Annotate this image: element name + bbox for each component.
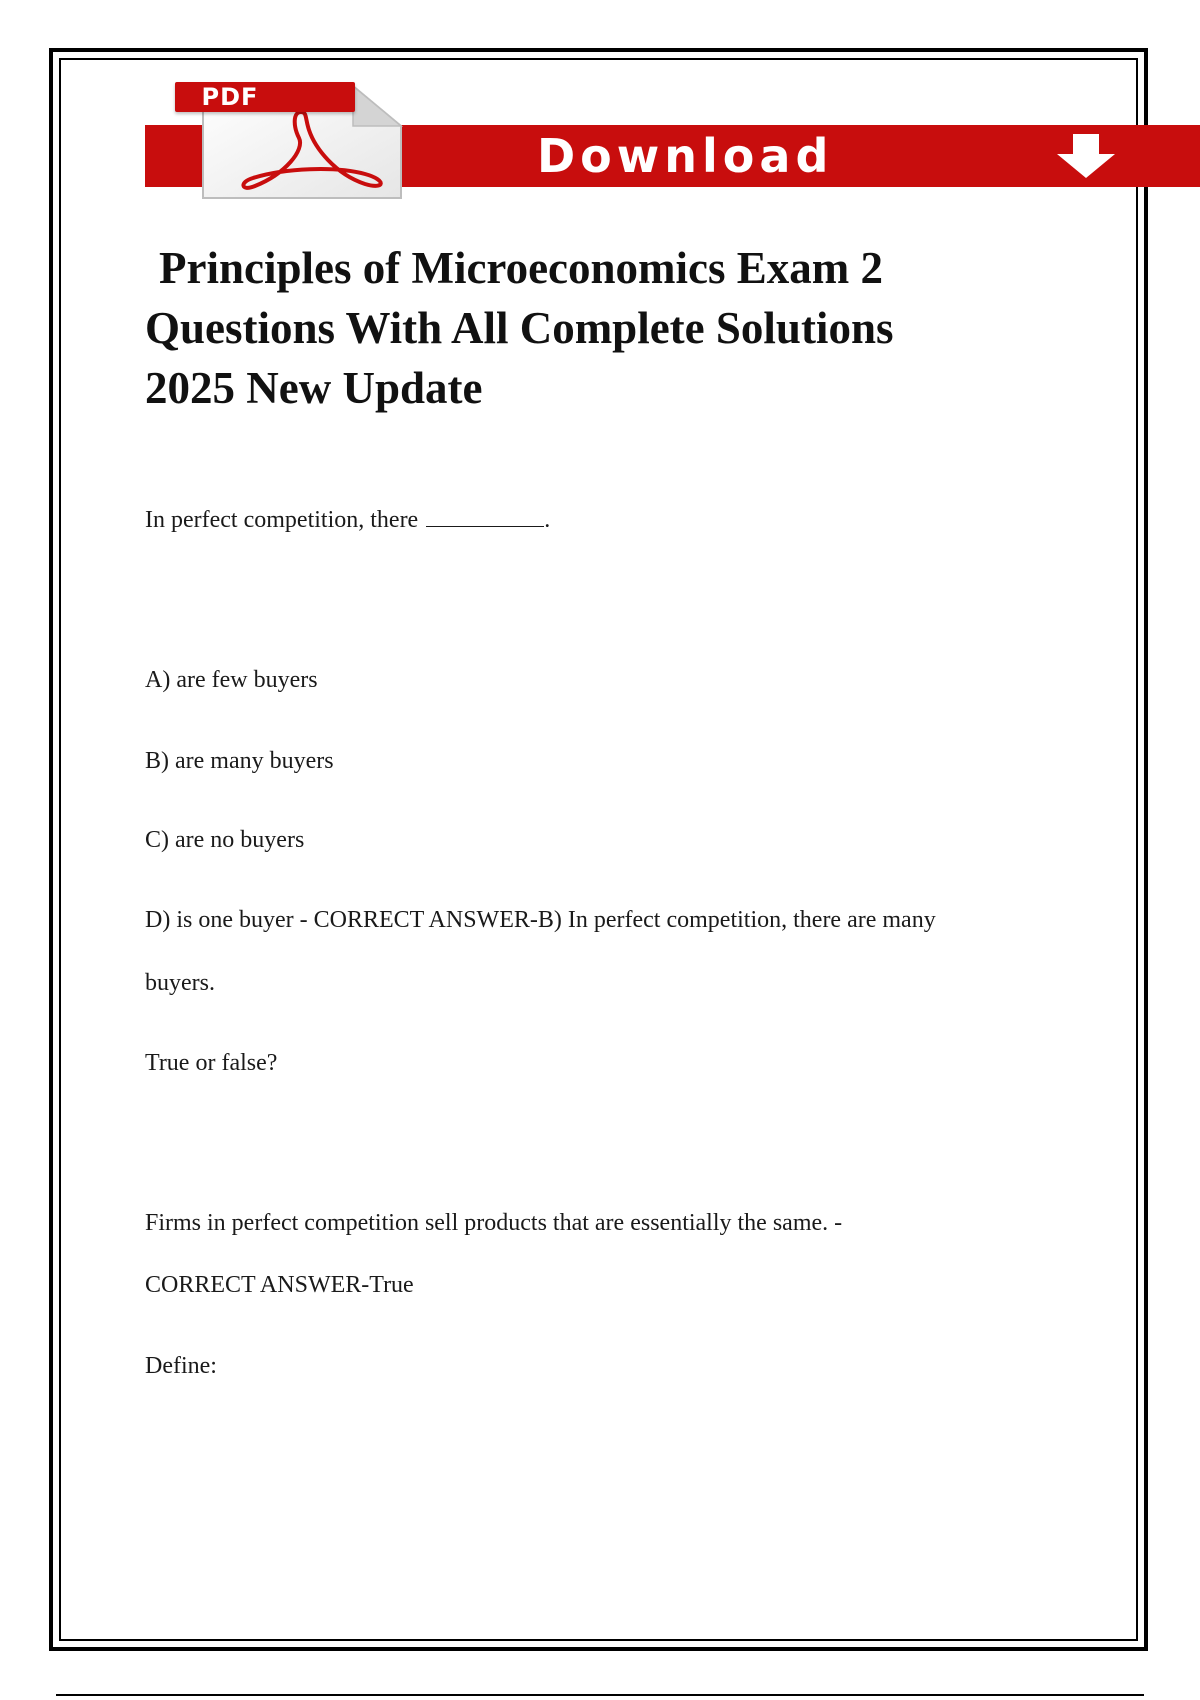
option-d: D) is one buyer - CORRECT ANSWER-B) In perfect competition, there are many — [145, 907, 936, 933]
download-label: Download — [537, 129, 834, 183]
pdf-download-banner[interactable] — [145, 80, 1200, 205]
footer-divider — [56, 1694, 1144, 1696]
option-c: C) are no buyers — [145, 827, 305, 853]
title-line-3: 2025 New Update — [145, 363, 483, 413]
pdf-label: PDF — [201, 83, 259, 111]
question-1-prompt — [145, 504, 550, 536]
title-line-2: Questions With All Complete Solutions — [145, 303, 894, 353]
question-2-statement: Firms in perfect competition sell products that are essentially the same. - — [145, 1210, 843, 1236]
pdf-file-icon — [175, 80, 413, 200]
option-b: B) are many buyers — [145, 748, 334, 774]
title-line-1: Principles of Microeconomics Exam 2 — [159, 243, 884, 293]
question-3-prompt: Define: — [145, 1353, 217, 1379]
question-1-end: . — [544, 507, 551, 533]
pdf-tag — [175, 82, 355, 112]
question-2-prompt: True or false? — [145, 1050, 278, 1076]
option-a: A) are few buyers — [145, 667, 318, 693]
answer-continuation: buyers. — [145, 970, 215, 996]
document-title — [145, 238, 1085, 418]
question-2-answer: CORRECT ANSWER-True — [145, 1272, 414, 1298]
fill-in-blank — [426, 508, 544, 527]
acrobat-icon — [215, 104, 405, 196]
question-1-text: In perfect competition, there — [145, 507, 419, 533]
download-arrow-icon — [1051, 132, 1121, 180]
